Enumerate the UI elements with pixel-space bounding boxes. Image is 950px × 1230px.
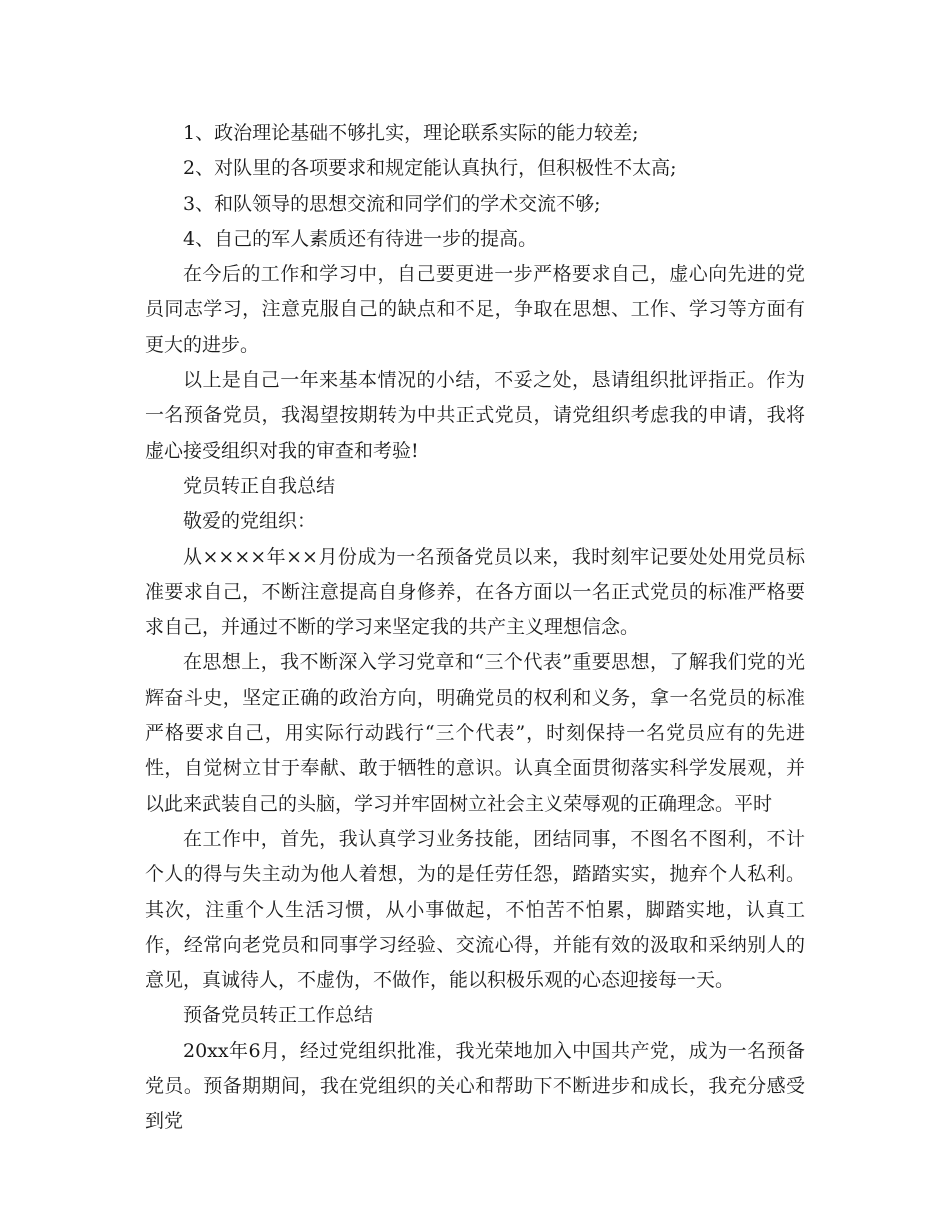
section-heading-self-summary: 党员转正自我总结 xyxy=(183,474,336,497)
list-item-1: 1、政治理论基础不够扎实，理论联系实际的能力较差; xyxy=(183,122,639,144)
body-paragraph-closing: 以上是自己一年来基本情况的小结，不妥之处，恳请组织批评指正。作为一名预备党员，我渴望按期转为中共正式党员，请党组织考虑我的申请，我将虚心接受组织对我的审查和考验! xyxy=(145,369,805,462)
body-paragraph-thought: 在思想上，我不断深入学习党章和“三个代表”重要思想，了解我们党的光辉奋斗史，坚定正确的政治方向，明确党员的权利和义务，拿一名党员的标准严格要求自己，用实际行动践行“三个代表”，时刻保持一名党员应有的先进性，自觉树立甘于奉献、敢于牺牲的意识。认真全面贯彻落实科学发展观，并以此来武装自己的头脑，学习并牢固树立社会主义荣辱观的正确理念。平时 xyxy=(145,651,805,815)
list-item-3: 3、和队领导的思想交流和同学们的学术交流不够; xyxy=(183,192,601,215)
body-paragraph-intro: 从××××年××月份成为一名预备党员以来，我时刻牢记要处处用党员标准要求自己，不断注意提高自身修养，在各方面以一名正式党员的标准严格要求自己，并通过不断的学习来坚定我的共产主义理想信念。 xyxy=(145,545,805,639)
document-body xyxy=(145,116,805,1140)
list-item-4: 4、自己的军人素质还有待进一步的提高。 xyxy=(183,227,538,250)
body-paragraph-work: 在工作中，首先，我认真学习业务技能，团结同事，不图名不图利，不计个人的得与失主动为他人着想，为的是任劳任怨，踏踏实实，抛弃个人私利。其次，注重个人生活习惯，从小事做起，不怕苦不怕累，脚踏实地，认真工作，经常向老党员和同事学习经验、交流心得，并能有效的汲取和采纳别人的意见，真诚待人，不虚伪，不做作，能以积极乐观的心态迎接每一天。 xyxy=(145,827,805,992)
body-paragraph-joining: 20xx年6月，经过党组织批准，我光荣地加入中国共产党，成为一名预备党员。预备期期间，我在党组织的关心和帮助下不断进步和成长，我充分感受到党 xyxy=(145,1039,805,1133)
body-paragraph-future-plan: 在今后的工作和学习中，自己要更进一步严格要求自己，虚心向先进的党员同志学习，注意克服自己的缺点和不足，争取在思想、工作、学习等方面有更大的进步。 xyxy=(145,263,805,356)
list-item-2: 2、对队里的各项要求和规定能认真执行，但积极性不太高; xyxy=(183,157,677,180)
salutation: 敬爱的党组织： xyxy=(183,510,317,533)
section-heading-work-summary: 预备党员转正工作总结 xyxy=(183,1004,374,1027)
